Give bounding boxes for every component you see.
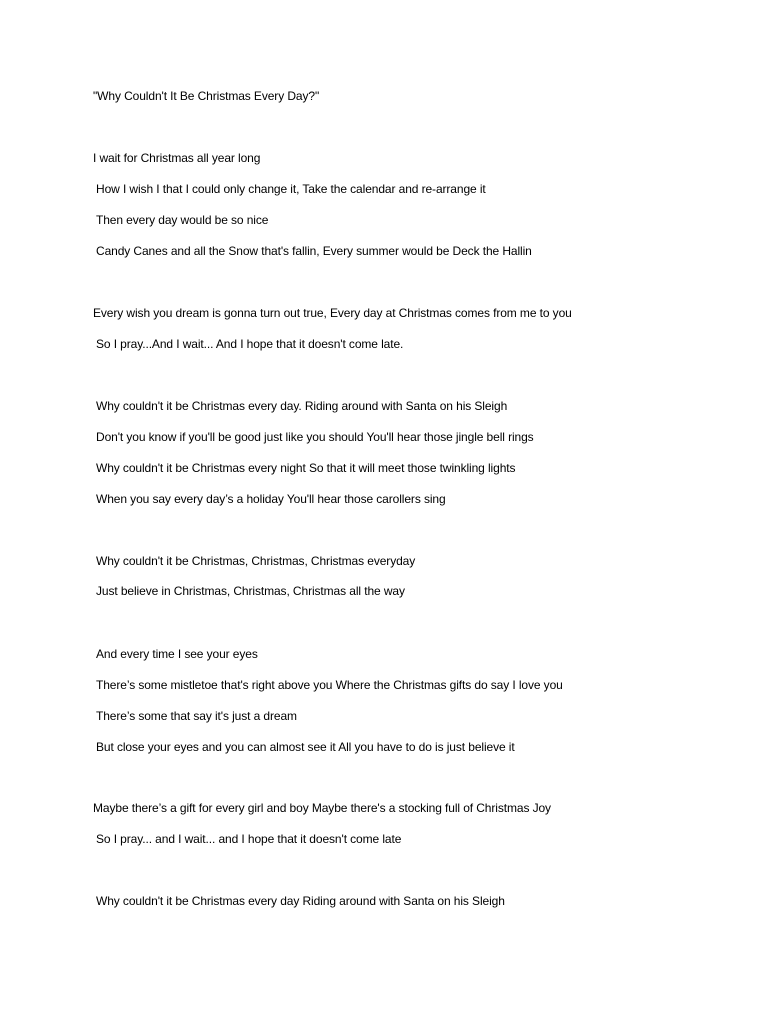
lyric-line: Candy Canes and all the Snow that's fallin, Every summer would be Deck the Hallin — [96, 244, 532, 258]
lyric-line: There’s some that say it's just a dream — [96, 709, 297, 723]
lyric-line: How I wish I that I could only change it, Take the calendar and re-arrange it — [96, 182, 486, 196]
lyric-line: When you say every day’s a holiday You'll hear those carollers sing — [96, 492, 446, 506]
lyric-line: Maybe there’s a gift for every girl and boy Maybe there's a stocking full of Christmas Joy — [93, 801, 551, 815]
lyric-line: Just believe in Christmas, Christmas, Christmas all the way — [96, 584, 405, 598]
lyric-line: Every wish you dream is gonna turn out true, Every day at Christmas comes from me to you — [93, 306, 572, 320]
lyric-line: Why couldn't it be Christmas every day. Riding around with Santa on his Sleigh — [96, 399, 508, 413]
lyric-line: But close your eyes and you can almost see it All you have to do is just believe it — [96, 740, 515, 754]
song-title: "Why Couldn't It Be Christmas Every Day?" — [93, 89, 320, 103]
lyric-line: And every time I see your eyes — [96, 647, 258, 661]
lyric-line: So I pray...And I wait... And I hope that it doesn't come late. — [96, 337, 404, 351]
lyric-line: Why couldn't it be Christmas every night So that it will meet those twinkling lights — [96, 461, 516, 475]
lyric-line: Why couldn't it be Christmas, Christmas, Christmas everyday — [96, 554, 416, 568]
lyric-line: Why couldn't it be Christmas every day Riding around with Santa on his Sleigh — [96, 894, 505, 908]
lyric-line: Then every day would be so nice — [96, 213, 269, 227]
lyric-line: There’s some mistletoe that's right above you Where the Christmas gifts do say I love you — [96, 678, 563, 692]
lyric-line: I wait for Christmas all year long — [93, 151, 261, 165]
lyric-line: Don't you know if you'll be good just like you should You'll hear those jingle bell rings — [96, 430, 534, 444]
lyric-line: So I pray... and I wait... and I hope that it doesn't come late — [96, 832, 402, 846]
